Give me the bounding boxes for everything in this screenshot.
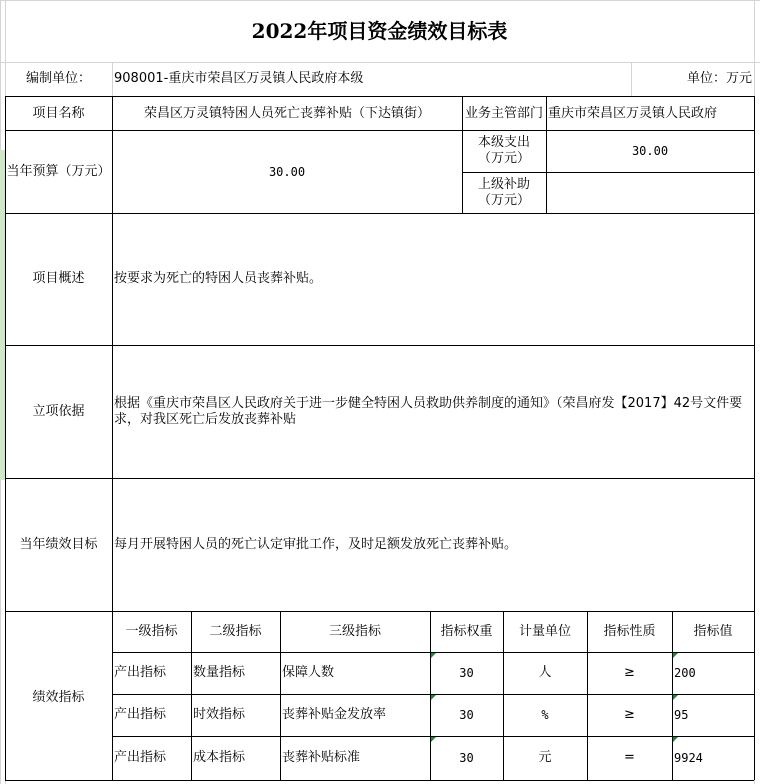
table-border [112,694,754,695]
indicator-weight: 30 [459,666,474,680]
project-name-value: 荣昌区万灵镇特困人员死亡丧葬补贴（下达镇街） [143,105,430,121]
table-border [5,611,754,612]
table-border [503,611,504,780]
indicator-weight: 30 [459,708,474,722]
indicator-header: 指标值 [693,623,733,639]
indicator-nature: ≥ [624,665,635,680]
indicator-value: 200 [674,666,696,680]
indicator-header: 二级指标 [209,623,262,639]
indicator-header: 三级指标 [328,623,381,639]
table-border [5,213,754,214]
table-border [5,345,754,346]
table-border [587,611,588,780]
table-border [112,652,754,653]
currency-unit: 单位：万元 [686,71,752,86]
indicator-value: 9924 [674,751,703,765]
indicator-weight: 30 [459,751,474,765]
table-border [546,96,547,213]
table-border [754,96,755,780]
overview-text: 按要求为死亡的特困人员丧葬补贴。 [114,271,323,286]
table-border [462,172,754,173]
indicator-level2: 时效指标 [193,707,246,722]
overview-label: 项目概述 [32,271,85,286]
indicator-unit: 元 [538,750,552,765]
indicator-unit: % [541,708,549,722]
cell-flag-icon [673,737,678,742]
indicator-level1: 产出指标 [114,750,167,765]
dept-value: 重庆市荣昌区万灵镇人民政府 [548,105,718,121]
cell-flag-icon [431,695,436,700]
dept-label: 业务主管部门 [464,105,543,121]
table-border [191,611,192,780]
indicators-label: 绩效指标 [32,689,85,705]
indicator-level1: 产出指标 [114,707,167,722]
budget-value: 30.00 [268,164,306,179]
indicator-nature: ≥ [624,707,635,722]
table-border [5,130,754,131]
project-name-label: 项目名称 [32,105,85,121]
basis-label: 立项依据 [32,403,85,419]
local-expense-value: 30.00 [631,144,669,158]
upper-subsidy-value [546,172,754,213]
goal-text: 每月开展特困人员的死亡认定审批工作，及时足额发放死亡丧葬补贴。 [114,536,518,552]
indicator-header: 计量单位 [518,623,571,639]
indicator-nature: = [624,750,635,765]
indicator-level3: 保障人数 [282,665,335,680]
budget-label: 当年预算（万元） [6,163,111,179]
basis-text: 根据《重庆市荣昌区人民政府关于进一步健全特困人员救助供养制度的通知》（荣昌府发【2017】42号文件要求，对我区死亡后发放丧葬补贴 [114,395,743,427]
local-expense-label: 本级支出（万元） [477,135,530,166]
table-border [672,611,673,780]
indicator-header: 指标性质 [603,623,656,639]
table-border [430,611,431,780]
cell-flag-icon [431,737,436,742]
cell-flag-icon [673,653,678,658]
indicator-header: 一级指标 [125,623,178,639]
upper-subsidy-label: 上级补助（万元） [477,176,530,208]
indicator-level1: 产出指标 [114,665,167,680]
indicator-level3: 丧葬补贴金发放率 [282,707,387,722]
indicator-level3: 丧葬补贴标准 [282,750,361,765]
indicator-value: 95 [674,708,689,722]
table-border [280,611,281,780]
goal-label: 当年绩效目标 [19,536,98,552]
table-border [5,96,6,780]
indicator-header: 指标权重 [440,623,493,639]
table-border [5,96,754,97]
unit-value: 908001-重庆市荣昌区万灵镇人民政府本级 [114,71,364,86]
table-border [112,736,754,737]
unit-label: 编制单位： [25,71,91,86]
indicator-level2: 成本指标 [193,750,246,765]
table-border [5,780,754,781]
table-border [112,96,113,780]
table-border [5,478,754,479]
table-border [462,96,463,213]
indicator-level2: 数量指标 [193,665,246,680]
indicator-unit: 人 [538,665,552,680]
page-title: 2022年项目资金绩效目标表 [251,19,508,43]
cell-flag-icon [673,695,678,700]
cell-flag-icon [431,653,436,658]
